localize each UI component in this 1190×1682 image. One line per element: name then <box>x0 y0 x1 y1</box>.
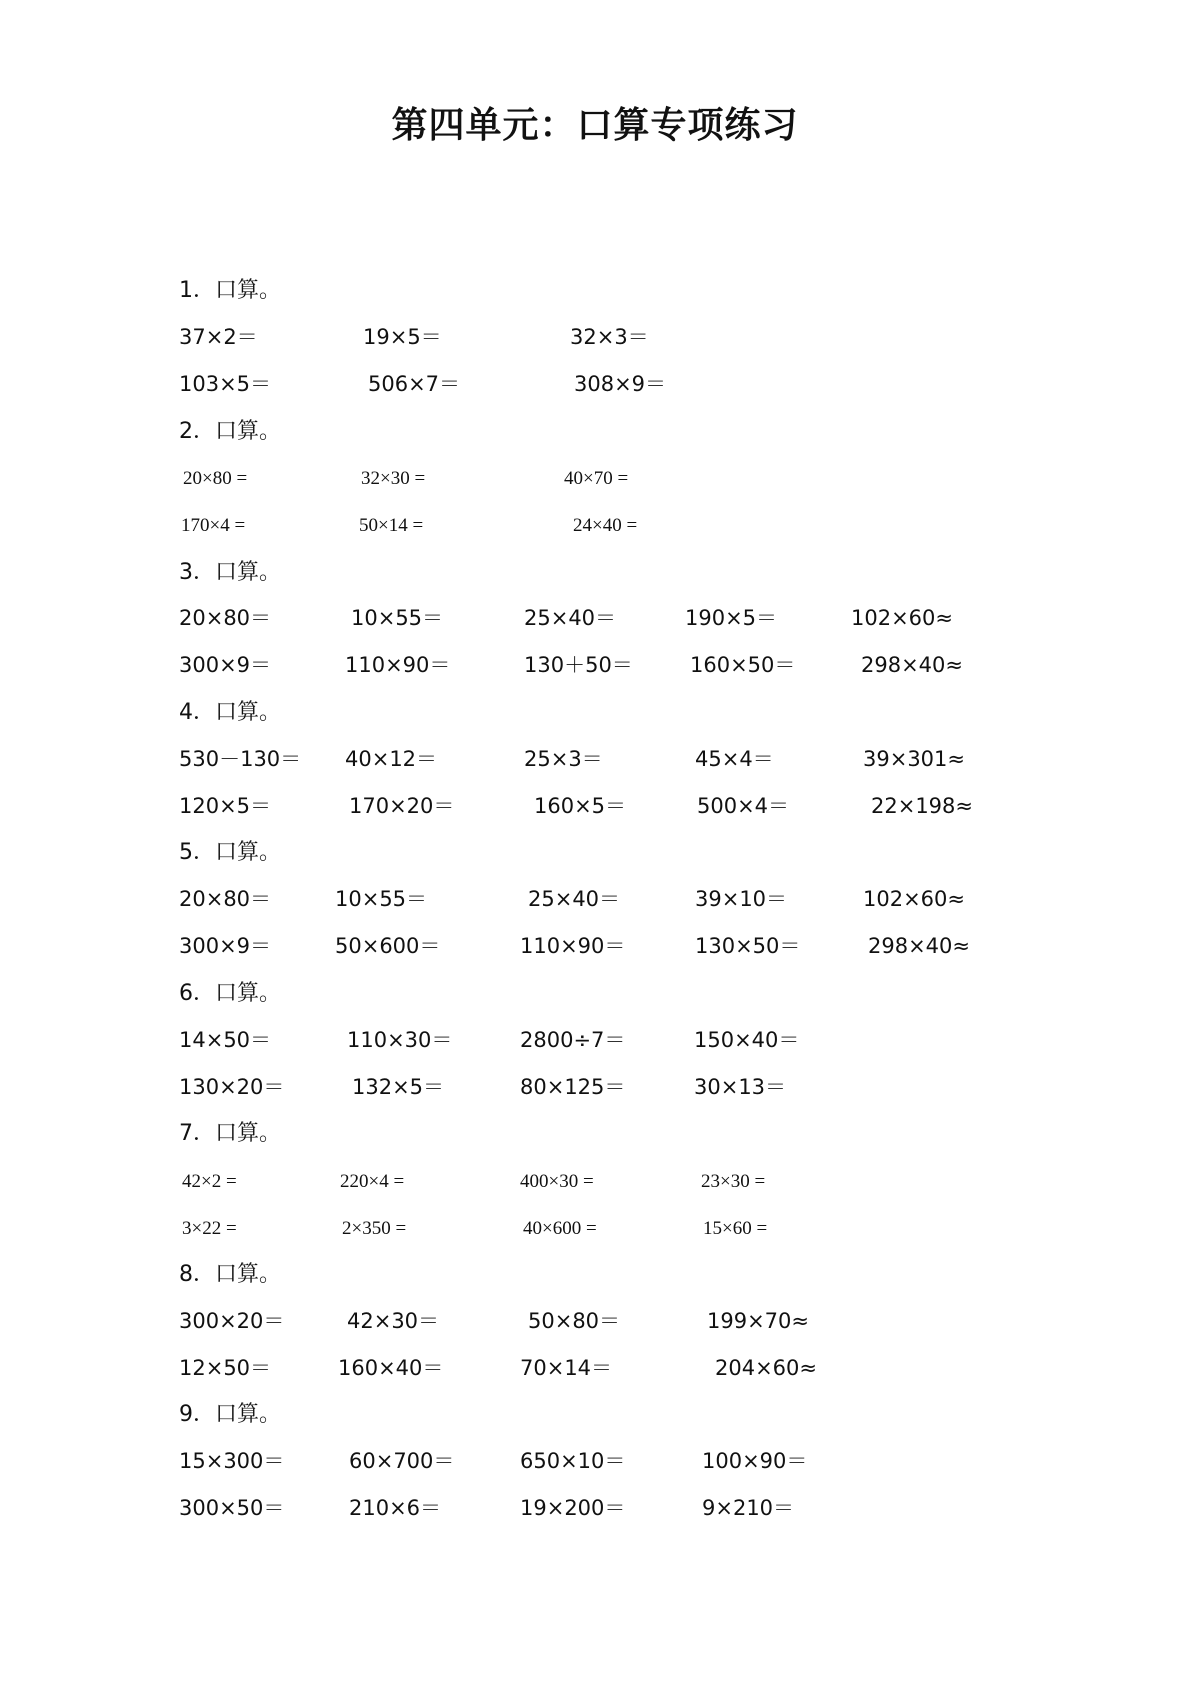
problem: 130＋50＝ <box>524 653 633 677</box>
problem: 14×50＝ <box>179 1028 272 1052</box>
problem: 25×40＝ <box>524 606 617 630</box>
problem: 19×200＝ <box>520 1496 626 1520</box>
section-heading: 6．口算。 <box>179 981 281 1006</box>
problem: 70×14＝ <box>520 1356 613 1380</box>
page-title: 第四单元：口算专项练习 <box>391 105 799 146</box>
problem: 3×22 = <box>182 1218 237 1239</box>
problem: 2800÷7＝ <box>520 1028 626 1052</box>
problem: 50×80＝ <box>528 1309 621 1333</box>
problem: 42×2 = <box>182 1171 237 1192</box>
problem: 10×55＝ <box>351 606 444 630</box>
problem: 24×40 = <box>573 515 638 536</box>
section-heading: 8．口算。 <box>179 1262 281 1287</box>
problem: 190×5＝ <box>685 606 778 630</box>
problem: 160×40＝ <box>338 1356 444 1380</box>
problem: 23×30 = <box>701 1171 766 1192</box>
problem: 25×3＝ <box>524 747 603 771</box>
problem: 650×10＝ <box>520 1449 626 1473</box>
problem: 25×40＝ <box>528 887 621 911</box>
section-heading: 3．口算。 <box>179 560 281 585</box>
problem: 40×12＝ <box>345 747 438 771</box>
problem: 32×3＝ <box>570 325 649 349</box>
section-heading: 2．口算。 <box>179 419 281 444</box>
problem: 39×10＝ <box>695 887 788 911</box>
problem: 102×60≈ <box>863 887 965 911</box>
section-heading: 4．口算。 <box>179 700 281 725</box>
problem: 20×80＝ <box>179 606 272 630</box>
problem: 80×125＝ <box>520 1075 626 1099</box>
problem: 308×9＝ <box>574 372 667 396</box>
problem: 19×5＝ <box>363 325 442 349</box>
problem: 39×301≈ <box>863 747 965 771</box>
problem: 130×50＝ <box>695 934 801 958</box>
problem: 15×300＝ <box>179 1449 285 1473</box>
problem: 10×55＝ <box>335 887 428 911</box>
problem: 50×600＝ <box>335 934 441 958</box>
problem: 506×7＝ <box>368 372 461 396</box>
problem: 20×80 = <box>183 468 248 489</box>
problem: 160×5＝ <box>534 794 627 818</box>
problem: 32×30 = <box>361 468 426 489</box>
problem: 170×20＝ <box>349 794 455 818</box>
problem: 60×700＝ <box>349 1449 455 1473</box>
problem: 298×40≈ <box>868 934 970 958</box>
problem: 199×70≈ <box>707 1309 809 1333</box>
problem: 170×4 = <box>181 515 246 536</box>
problem: 110×30＝ <box>347 1028 453 1052</box>
problem: 9×210＝ <box>702 1496 795 1520</box>
problem: 530－130＝ <box>179 747 302 771</box>
problem: 220×4 = <box>340 1171 405 1192</box>
problem: 2×350 = <box>342 1218 407 1239</box>
problem: 110×90＝ <box>520 934 626 958</box>
problem: 300×50＝ <box>179 1496 285 1520</box>
problem: 110×90＝ <box>345 653 451 677</box>
problem: 300×20＝ <box>179 1309 285 1333</box>
problem: 42×30＝ <box>347 1309 440 1333</box>
problem: 30×13＝ <box>694 1075 787 1099</box>
problem: 15×60 = <box>703 1218 768 1239</box>
problem: 204×60≈ <box>715 1356 817 1380</box>
problem: 300×9＝ <box>179 934 272 958</box>
section-heading: 9．口算。 <box>179 1402 281 1427</box>
problem: 22×198≈ <box>871 794 973 818</box>
problem: 300×9＝ <box>179 653 272 677</box>
section-heading: 5．口算。 <box>179 840 281 865</box>
problem: 12×50＝ <box>179 1356 272 1380</box>
problem: 120×5＝ <box>179 794 272 818</box>
problem: 20×80＝ <box>179 887 272 911</box>
problem: 130×20＝ <box>179 1075 285 1099</box>
problem: 400×30 = <box>520 1171 594 1192</box>
problem: 103×5＝ <box>179 372 272 396</box>
problem: 50×14 = <box>359 515 424 536</box>
problem: 210×6＝ <box>349 1496 442 1520</box>
problem: 160×50＝ <box>690 653 796 677</box>
problem: 100×90＝ <box>702 1449 808 1473</box>
section-heading: 1．口算。 <box>179 278 281 303</box>
section-heading: 7．口算。 <box>179 1121 281 1146</box>
problem: 40×600 = <box>523 1218 597 1239</box>
problem: 40×70 = <box>564 468 629 489</box>
problem: 45×4＝ <box>695 747 774 771</box>
problem: 37×2＝ <box>179 325 258 349</box>
problem: 500×4＝ <box>697 794 790 818</box>
problem: 298×40≈ <box>861 653 963 677</box>
problem: 132×5＝ <box>352 1075 445 1099</box>
problem: 150×40＝ <box>694 1028 800 1052</box>
problem: 102×60≈ <box>851 606 953 630</box>
